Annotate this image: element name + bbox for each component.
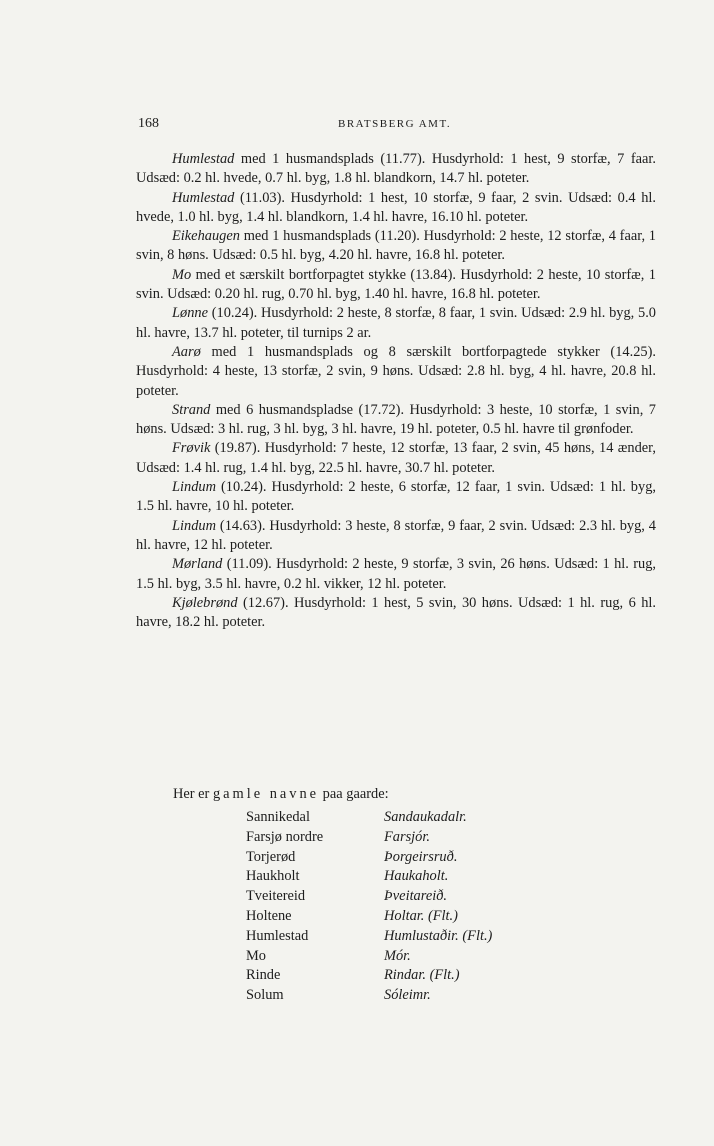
- farm-entry: [136, 227, 656, 266]
- farm-entry: [136, 150, 656, 189]
- farm-name: Humlestad: [172, 189, 235, 206]
- old-name: Rindar. (Flt.): [384, 967, 460, 984]
- farm-description: (11.09). Husdyrhold: 2 heste, 9 storfæ, 3 svin, 26 høns. Udsæd: 1 hl. rug, 1.5 hl. byg, 3.5 hl. havre, 0.2 hl. vikker, 12 hl. poteter.: [136, 556, 656, 592]
- modern-name: Rinde: [246, 967, 281, 984]
- farm-name: Aarø: [172, 343, 201, 360]
- old-name: Holtar. (Flt.): [384, 907, 458, 924]
- old-name: Mór.: [384, 947, 411, 964]
- list-item: [246, 868, 492, 888]
- modern-name: Holtene: [246, 907, 292, 924]
- farm-entry: [136, 594, 656, 633]
- farm-description: (19.87). Husdyrhold: 7 heste, 12 storfæ, 13 faar, 2 svin, 45 høns, 14 ænder, Udsæd: 1.4 hl. rug, 1.4 hl. byg, 22.5 hl. havre, 30.7 hl. poteter.: [136, 440, 656, 476]
- list-item: [246, 987, 492, 1007]
- modern-name: Haukholt: [246, 868, 300, 885]
- old-names-intro: [173, 786, 389, 803]
- modern-name: Solum: [246, 987, 284, 1004]
- list-item: [246, 809, 492, 829]
- old-name: Þorgeirsruð.: [384, 848, 458, 865]
- farm-name: Lindum: [172, 517, 216, 534]
- farm-name: Frøvik: [172, 440, 211, 457]
- farm-entry: [136, 266, 656, 305]
- farm-name: Kjølebrønd: [172, 594, 238, 611]
- page-number: 168: [138, 116, 159, 131]
- page-header: [138, 116, 658, 136]
- intro-after: paa gaarde:: [319, 786, 389, 802]
- farm-description: med et særskilt bortforpagtet stykke (13.84). Husdyrhold: 2 heste, 10 storfæ, 1 svin. Udsæd: 0.20 hl. rug, 0.70 hl. byg, 1.40 hl. havre, 16.8 hl. poteter.: [136, 266, 656, 303]
- list-item: [246, 849, 492, 869]
- list-item: [246, 967, 492, 987]
- farm-name: Lønne: [172, 305, 208, 322]
- farm-entry: [136, 401, 656, 440]
- farm-description: med 6 husmandspladse (17.72). Husdyrhold: 3 heste, 10 storfæ, 1 svin, 7 høns. Udsæd: 3 hl. rug, 3 hl. byg, 3 hl. havre, 19 hl. poteter, 0.5 hl. havre til grønfoder.: [136, 401, 656, 438]
- modern-name: Farsjø nordre: [246, 828, 324, 845]
- list-item: [246, 829, 492, 849]
- intro-before: Her er: [173, 786, 213, 802]
- modern-name: Humlestad: [246, 927, 309, 944]
- intro-spaced: gamle navne: [212, 786, 320, 802]
- farm-name: Mo: [172, 266, 192, 283]
- old-name: Farsjór.: [384, 828, 430, 845]
- farm-description: (10.24). Husdyrhold: 2 heste, 6 storfæ, 12 faar, 1 svin. Udsæd: 1 hl. byg, 1.5 hl. havre, 10 hl. poteter.: [136, 479, 656, 515]
- farm-entry: [136, 478, 656, 517]
- list-item: [246, 908, 492, 928]
- farm-name: Strand: [172, 401, 211, 418]
- farm-name: Humlestad: [172, 151, 235, 167]
- farm-entry: [136, 555, 656, 594]
- old-name: Haukaholt.: [384, 868, 449, 885]
- farm-entry: [136, 439, 656, 478]
- farm-entry: [136, 304, 656, 343]
- farm-name: Mørland: [172, 556, 223, 573]
- old-name: Sóleimr.: [384, 987, 431, 1004]
- list-item: [246, 948, 492, 968]
- farm-description: med 1 husmandsplads (11.20). Husdyrhold: 2 heste, 12 storfæ, 4 faar, 1 svin, 8 høns. Udsæd: 0.5 hl. byg, 4.20 hl. havre, 16.8 hl. poteter.: [136, 228, 656, 264]
- list-item: [246, 888, 492, 908]
- farm-description: (14.63). Husdyrhold: 3 heste, 8 storfæ, 9 faar, 2 svin. Udsæd: 2.3 hl. byg, 4 hl. havre, 12 hl. poteter.: [136, 517, 656, 553]
- list-item: [246, 928, 492, 948]
- farm-description: (10.24). Husdyrhold: 2 heste, 8 storfæ, 8 faar, 1 svin. Udsæd: 2.9 hl. byg, 5.0 hl. havre, 13.7 hl. poteter, til turnips 2 ar.: [136, 305, 656, 341]
- modern-name: Torjerød: [246, 848, 296, 865]
- farm-description: (12.67). Husdyrhold: 1 hest, 5 svin, 30 høns. Udsæd: 1 hl. rug, 6 hl. havre, 18.2 hl. poteter.: [136, 594, 656, 631]
- running-head: BRATSBERG AMT.: [338, 118, 452, 130]
- farm-entry: [136, 343, 656, 401]
- old-name: Humlustaðir. (Flt.): [384, 927, 493, 944]
- farm-entries: [136, 150, 656, 632]
- old-name: Sandaukadalr.: [384, 809, 467, 825]
- farm-entry: [136, 189, 656, 228]
- farm-description: med 1 husmandsplads (11.77). Husdyrhold: 1 hest, 9 storfæ, 7 faar. Udsæd: 0.2 hl. hvede, 0.7 hl. byg, 1.8 hl. blandkorn, 14.7 hl. poteter.: [136, 151, 656, 187]
- modern-name: Mo: [246, 947, 266, 964]
- farm-name: Eikehaugen: [172, 228, 240, 245]
- modern-name: Tveitereid: [246, 888, 306, 905]
- modern-name: Sannikedal: [246, 809, 310, 825]
- farm-name: Lindum: [172, 479, 216, 496]
- old-names-list: [246, 809, 492, 1007]
- farm-entry: [136, 517, 656, 556]
- farm-description: (11.03). Husdyrhold: 1 hest, 10 storfæ, 9 faar, 2 svin. Udsæd: 0.4 hl. hvede, 1.0 hl. byg, 1.4 hl. blandkorn, 1.4 hl. havre, 16.10 hl. poteter.: [136, 189, 656, 225]
- farm-description: med 1 husmandsplads og 8 særskilt bortforpagtede stykker (14.25). Husdyrhold: 4 heste, 13 storfæ, 2 svin, 9 høns. Udsæd: 2.8 hl. byg, 4 hl. havre, 20.8 hl. poteter.: [136, 343, 656, 399]
- old-name: Þveitareið.: [384, 888, 448, 905]
